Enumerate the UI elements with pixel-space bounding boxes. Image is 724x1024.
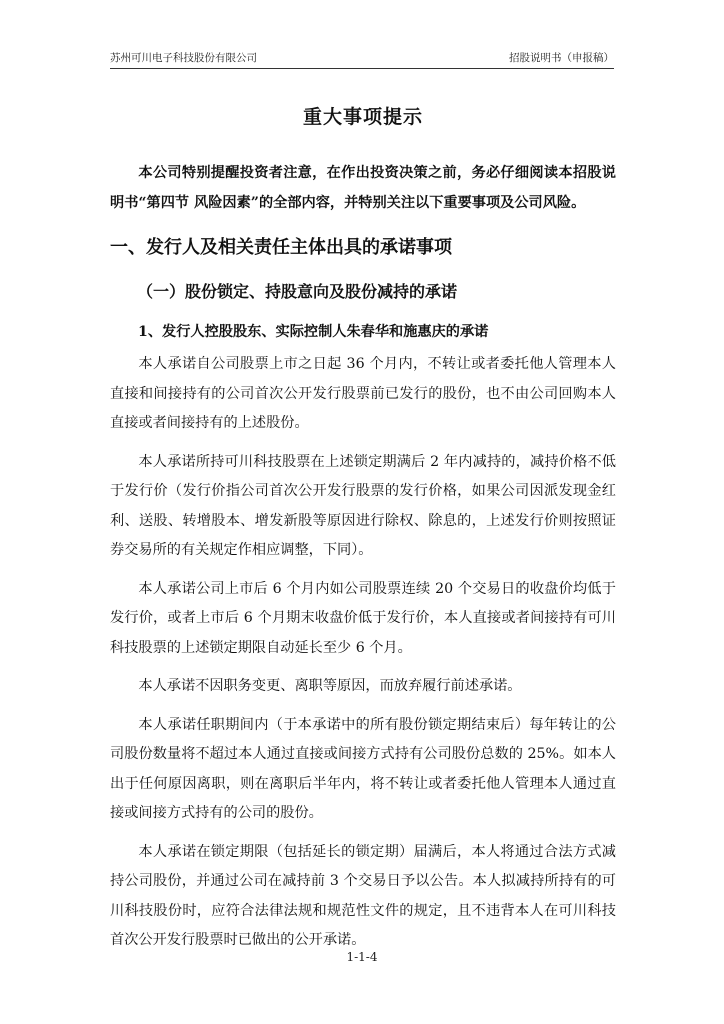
- paragraph: 本人承诺不因职务变更、离职等原因，而放弃履行前述承诺。: [138, 678, 522, 694]
- section-heading: 一、发行人及相关责任主体出具的承诺事项: [110, 237, 452, 258]
- item-heading: 1、发行人控股股东、实际控制人朱春华和施惠庆的承诺: [138, 324, 489, 340]
- header-document-type: 招股说明书（申报稿）: [509, 52, 614, 64]
- page-title: 重大事项提示: [302, 106, 423, 128]
- header-company-name: 苏州可川电子科技股份有限公司: [110, 52, 257, 64]
- paragraph: 本人承诺在锁定期限（包括延长的锁定期）届满后，本人将通过合法方式减持公司股份，并通过公司在减持前 3 个交易日予以公告。本人拟减持所持有的可川科技股份时，应符合法律法规和规范性文件的规定，且不违背本人在可川科技首次公开发行股票时已做出的公开承诺。: [110, 843, 616, 948]
- page-header: [110, 50, 614, 69]
- paragraph: 本人承诺公司上市后 6 个月内如公司股票连续 20 个交易日的收盘价均低于发行价，或者上市后 6 个月期末收盘价低于发行价，本人直接或者间接持有可川科技股票的上述锁定期限自动延长至少 6 个月。: [110, 580, 616, 656]
- paragraph: 本人承诺自公司股票上市之日起 36 个月内，不转让或者委托他人管理本人直接和间接持有的公司首次公开发行股票前已发行的股份，也不由公司回购本人直接或者间接持有的上述股份。: [110, 356, 616, 431]
- page-number: 1-1-4: [346, 950, 378, 964]
- paragraph: 本人承诺任职期间内（于本承诺中的所有股份锁定期结束后）每年转让的公司股份数量将不超过本人通过直接或间接方式持有公司股份总数的 25%。如本人出于任何原因离职，则在离职后半年内，将不转让或者委托他人管理本人通过直接或间接方式持有的公司的股份。: [110, 716, 616, 821]
- subsection-heading: （一）股份锁定、持股意向及股份减持的承诺: [137, 282, 458, 301]
- intro-notice: 本公司特别提醒投资者注意，在作出投资决策之前，务必仔细阅读本招股说明书“第四节 风险因素”的全部内容，并特别关注以下重要事项及公司风险。: [110, 165, 616, 211]
- page-content: [110, 104, 616, 956]
- paragraph: 本人承诺所持可川科技股票在上述锁定期满后 2 年内减持的，减持价格不低于发行价（发行价指公司首次公开发行股票的发行价格，如果公司因派发现金红利、送股、转增股本、增发新股等原因进行除权、除息的，上述发行价则按照证券交易所的有关规定作相应调整，下同）。: [110, 453, 616, 558]
